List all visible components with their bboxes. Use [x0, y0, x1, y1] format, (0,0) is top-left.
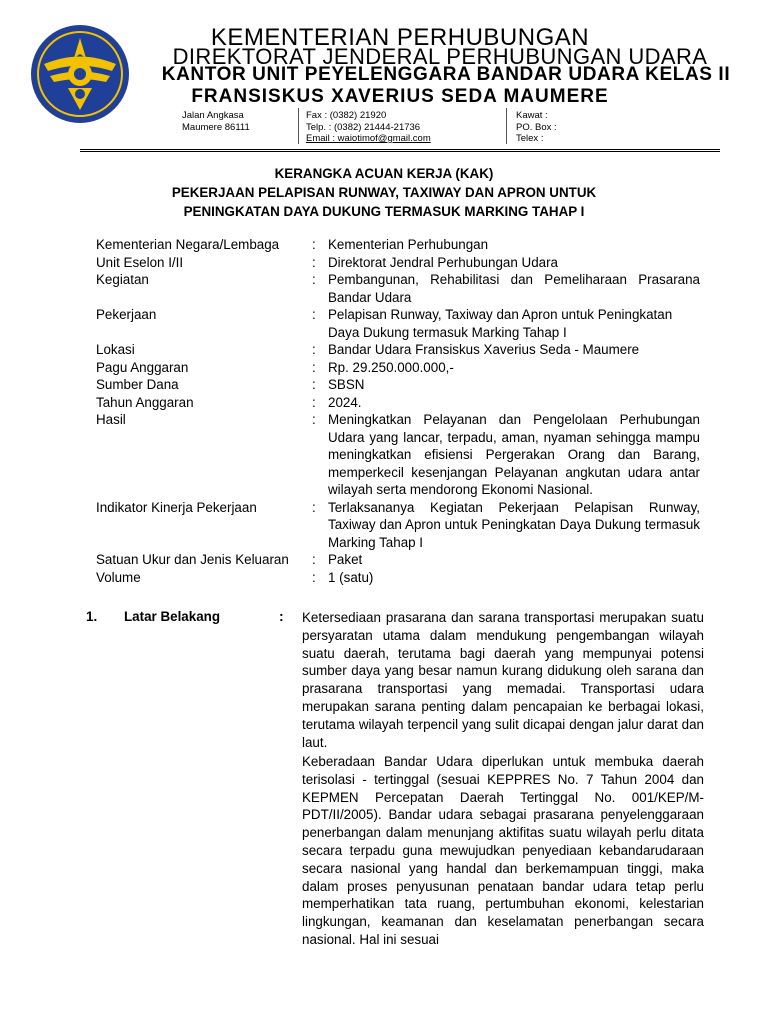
address-line: Jalan Angkasa	[182, 110, 244, 121]
section-colon: :	[279, 608, 284, 624]
detail-value: Rp. 29.250.000.000,-	[328, 359, 454, 375]
document-title	[0, 164, 768, 221]
header-misc	[516, 110, 557, 145]
kawat-line: Kawat :	[516, 110, 548, 121]
detail-row	[96, 359, 700, 377]
detail-row	[96, 411, 700, 499]
title-line-3: PENINGKATAN DAYA DUKUNG TERMASUK MARKING TAHAP I	[183, 204, 585, 219]
detail-value: Direktorat Jendral Perhubungan Udara	[328, 254, 559, 270]
detail-row	[96, 569, 700, 587]
detail-row	[96, 394, 700, 412]
detail-value: 2024.	[328, 394, 362, 410]
detail-label: Kementerian Negara/Lembaga	[96, 237, 280, 252]
header-rule	[80, 149, 720, 152]
detail-colon: :	[312, 254, 316, 270]
detail-colon: :	[312, 237, 316, 252]
detail-value: SBSN	[328, 377, 365, 392]
detail-row	[96, 499, 700, 552]
detail-label: Indikator Kinerja Pekerjaan	[96, 499, 257, 515]
detail-row	[96, 254, 700, 272]
detail-row	[96, 376, 700, 394]
detail-label: Lokasi	[96, 342, 135, 357]
telex-line: Telex :	[516, 133, 544, 144]
detail-colon: :	[312, 499, 316, 515]
detail-colon: :	[312, 394, 316, 410]
detail-label: Satuan Ukur dan Jenis Keluaran	[96, 552, 289, 567]
title-line-2: PEKERJAAN PELAPISAN RUNWAY, TAXIWAY DAN APRON UNTUK	[171, 185, 597, 200]
detail-colon: :	[312, 569, 316, 585]
header-directorate: DIREKTORAT JENDERAL PERHUBUNGAN UDARA	[172, 44, 708, 69]
section-title: Latar Belakang	[124, 609, 221, 624]
detail-value: Pelapisan Runway, Taxiway dan Apron untuk Peningkatan Daya Dukung termasuk Marking Tahap I	[328, 307, 673, 340]
details-table	[96, 236, 700, 586]
detail-row	[96, 306, 700, 341]
detail-value: Kementerian Perhubungan	[328, 237, 489, 252]
title-line-1: KERANGKA ACUAN KERJA (KAK)	[274, 166, 494, 181]
detail-label: Tahun Anggaran	[96, 394, 194, 410]
detail-colon: :	[312, 377, 316, 392]
detail-label: Volume	[96, 569, 141, 585]
detail-label: Pagu Anggaran	[96, 359, 189, 375]
background-paragraph-1: Ketersediaan prasarana dan sarana transportasi merupakan suatu persyaratan utama dalam mendukung pengembangan wilayah suatu daerah, terutama bagi daerah yang mempunyai potensi sumber daya yang besar namun kurang didukung oleh sarana dan prasarana transportasi yang memadai. Transportasi udara merupakan sarana penting dalam pencapaian ke berbagai lokasi, terutama wilayah terpencil yang sulit dicapai dengan jalur darat dan laut.	[302, 610, 704, 750]
detail-colon: :	[312, 552, 316, 567]
detail-row	[96, 236, 700, 254]
detail-label: Kegiatan	[96, 272, 149, 287]
detail-value: 1 (satu)	[328, 569, 374, 585]
detail-row	[96, 271, 700, 306]
detail-row	[96, 551, 700, 569]
detail-label: Unit Eselon I/II	[96, 254, 184, 270]
detail-colon: :	[312, 272, 316, 287]
pobox-line: PO. Box :	[516, 121, 557, 133]
address-line: Maumere 86111	[182, 121, 250, 133]
detail-value: Paket	[328, 552, 363, 567]
section-number: 1.	[86, 609, 98, 624]
detail-colon: :	[312, 412, 316, 427]
fax-line: Fax : (0382) 21920	[306, 110, 387, 121]
detail-value: Bandar Udara Fransiskus Xaverius Seda - Maumere	[328, 342, 640, 357]
divider	[298, 108, 299, 144]
detail-label: Hasil	[96, 412, 126, 427]
header-ministry: KEMENTERIAN PERHUBUNGAN	[210, 24, 590, 51]
detail-value: Terlaksananya Kegiatan Pekerjaan Pelapisan Runway, Taxiway dan Apron untuk Peningkatan Daya Dukung termasuk Marking Tahap I	[328, 499, 700, 550]
email-line: Email : waiotimof@gmail.com	[306, 133, 431, 144]
detail-label: Pekerjaan	[96, 307, 157, 322]
detail-value: Pembangunan, Rehabilitasi dan Pemeliharaan Prasarana Bandar Udara	[328, 272, 700, 305]
detail-colon: :	[312, 307, 316, 322]
header-airport: FRANSISKUS XAVERIUS SEDA MAUMERE	[191, 86, 609, 107]
phone-line: Telp. : (0382) 21444-21736	[306, 121, 421, 133]
detail-row	[96, 341, 700, 359]
detail-colon: :	[312, 359, 316, 375]
detail-label: Sumber Dana	[96, 377, 179, 392]
detail-colon: :	[312, 342, 316, 357]
header-address	[182, 110, 250, 133]
detail-value: Meningkatkan Pelayanan dan Pengelolaan Perhubungan Udara yang lancar, terpadu, aman, nyaman sehingga mampu meningkatkan efisiensi Pergerakan Orang dan Barang, memperkecil kesenjangan Pelayanan angkutan udara antar wilayah serta mendorong Ekonomi Nasional.	[328, 412, 700, 497]
header-contacts	[306, 110, 431, 145]
header-office: KANTOR UNIT PEYELENGGARA BANDAR UDARA KELAS II	[161, 64, 731, 85]
divider	[506, 108, 507, 144]
background-paragraph-2: Keberadaan Bandar Udara diperlukan untuk membuka daerah terisolasi - tertinggal (sesuai KEPPRES No. 7 Tahun 2004 dan KEPMEN Percepatan Daerah Tertinggal No. 001/KEP/M-PDT/II/2005). Bandar udara sebagai prasarana penyelenggaraan penerbangan dalam menunjang aktifitas suatu wilayah perlu ditata secara terpadu guna mewujudkan penyediaan kebandarudaraan secara nasional yang handal dan berkemampuan tinggi, maka dalam proses penyusunan penataan bandar udara tetap perlu memperhatikan tata ruang, pertumbuhan ekonomi, kelestarian lingkungan, keamanan dan keselamatan penerbangan secara nasional. Hal ini sesuai	[302, 754, 704, 947]
